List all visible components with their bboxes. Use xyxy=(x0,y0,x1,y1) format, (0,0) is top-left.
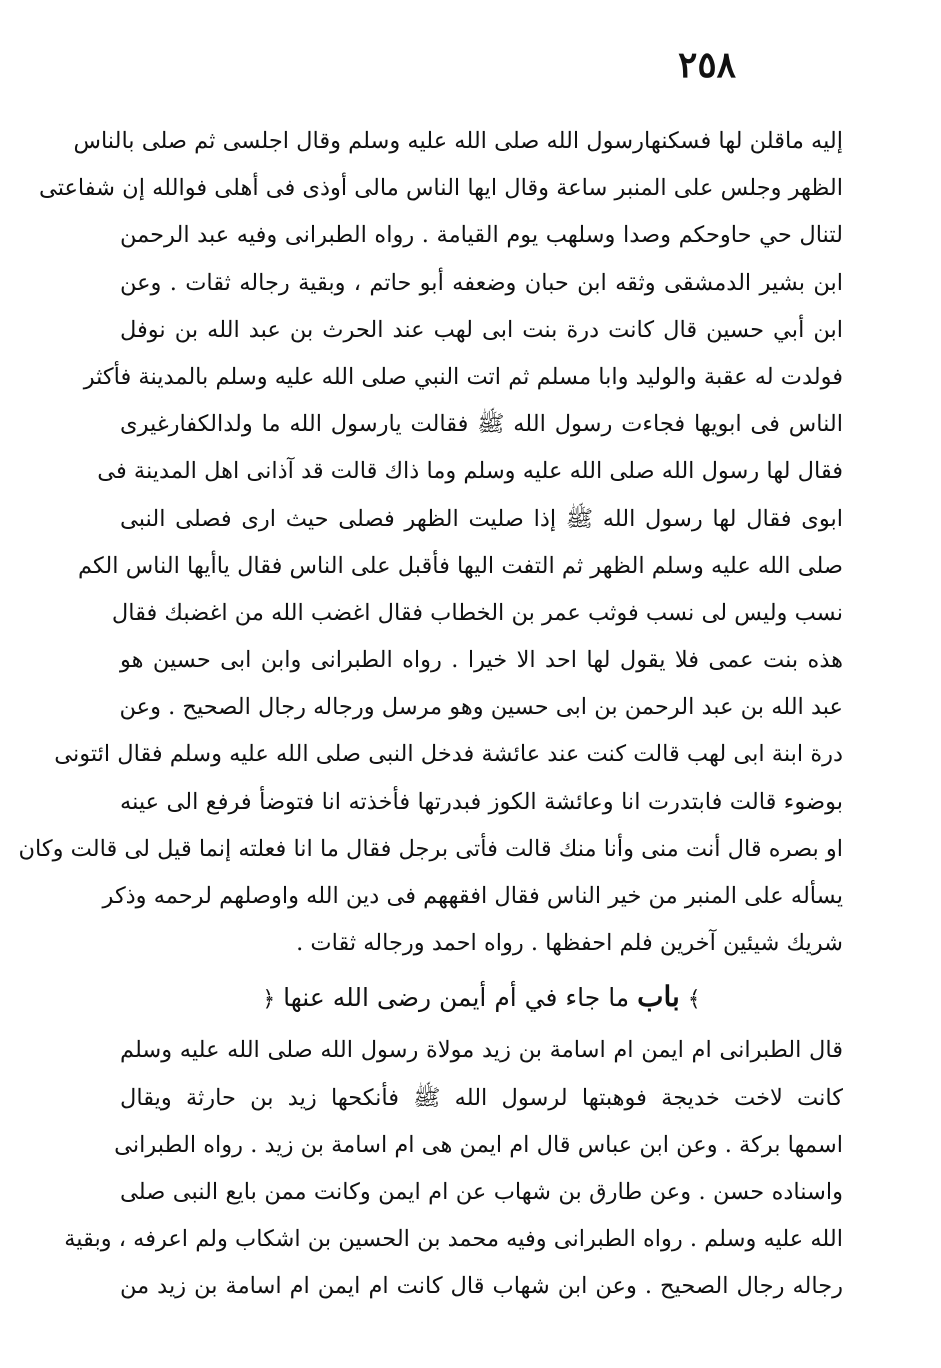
text-line: الله عليه وسلم . رواه الطبرانى وفيه محمد بن الحسين بن اشكاب ولم اعرفه ، وبقية xyxy=(64,1226,843,1253)
text-line: إليه ماقلن لها فسكنهارسول الله صلى الله عليه وسلم وقال اجلسى ثم صلى بالناس xyxy=(73,128,843,154)
text-line: شريك شيئين آخرين فلم احفظها . رواه احمد ورجاله ثقات . xyxy=(296,930,843,957)
text-line: ابوى فقال لها رسول الله ﷺ إذا صليت الظهر فصلى حيث ارى فصلى النبى xyxy=(120,505,843,532)
text-line: الناس فى ابويها فجاءت رسول الله ﷺ فقالت يارسول الله ما ولدالكفارغيرى xyxy=(120,411,843,438)
heading-title: ما جاء في أم أيمن رضى الله عنها xyxy=(283,983,630,1013)
text-line: نسب وليس لى نسب فوثب عمر بن الخطاب فقال اغضب الله من اغضبك فقال xyxy=(111,599,843,626)
paragraph-hadith-durra xyxy=(18,118,843,967)
text-line: اسمها بركة . وعن ابن عباس قال ام ايمن هى ام اسامة بن زيد . رواه الطبرانى xyxy=(114,1131,843,1158)
heading-bab-label: باب xyxy=(637,980,680,1014)
paragraph-umm-ayman xyxy=(64,1027,843,1310)
text-line: عبد الله بن عبد الرحمن بن ابى حسين وهو مرسل ورجاله رجال الصحيح . وعن xyxy=(119,694,843,721)
text-line: فقال لها رسول الله صلى الله عليه وسلم وما ذاك قالت قد آذانى اهل المدينة فى xyxy=(97,458,843,485)
text-line: درة ابنة ابى لهب قالت كنت عند عائشة فدخل النبى صلى الله عليه وسلم فقال ائتونى xyxy=(54,741,843,768)
page-body xyxy=(18,118,843,1311)
text-line: ابن بشير الدمشقى وثقه ابن حبان وضعفه أبو حاتم ، وبقية رجاله ثقات . وعن xyxy=(120,269,843,296)
text-line: واسناده حسن . وعن طارق بن شهاب عن ام ايمن وكانت ممن بايع النبى صلى xyxy=(120,1178,843,1205)
text-line: قال الطبرانى ام ايمن ام اسامة بن زيد مولاة رسول الله صلى الله عليه وسلم xyxy=(120,1037,843,1064)
heading-ornament-left: ﴿ xyxy=(262,987,276,1013)
heading-ornament-right: ﴾ xyxy=(687,987,701,1013)
text-line: بوضوء قالت فابتدرت انا وعائشة الكوز فبدرتها فأخذته انا فتوضأ فرفع الى عينه xyxy=(120,788,843,815)
text-line: رجاله رجال الصحيح . وعن ابن شهاب قال كانت ام ايمن ام اسامة بن زيد من xyxy=(120,1273,843,1300)
page-number: ٢٥٨ xyxy=(677,44,736,86)
text-line: فولدت له عقبة والوليد وابا مسلم ثم اتت النبي صلى الله عليه وسلم بالمدينة فأكثر xyxy=(83,363,843,390)
text-line: كانت لاخت خديجة فوهبتها لرسول الله ﷺ فأنكحها زيد بن حارثة ويقال xyxy=(120,1084,843,1111)
text-line: هذه بنت عمى فلا يقول لها احد الا خيرا . رواه الطبرانى وابن ابى حسين هو xyxy=(120,647,843,674)
text-line: صلى الله عليه وسلم الظهر ثم التفت اليها فأقبل على الناس فقال ياأيها الناس الكم xyxy=(78,552,843,579)
section-heading xyxy=(120,967,843,1027)
text-line: او بصره قال أنت منى وأنا منك قالت فأتى برجل فقال ما انا فعلته إنما قيل لى قالت وكان xyxy=(18,835,843,862)
text-line: يسأله على المنبر من خير الناس فقال افقههم فى دين الله واوصلهم لرحمه وذكر xyxy=(102,883,843,909)
text-line: ابن أبي حسين قال كانت درة بنت ابى لهب عند الحرث بن عبد الله بن نوفل xyxy=(120,316,843,343)
text-line: الظهر وجلس على المنبر ساعة وقال ايها الناس مالى أوذى فى أهلى فوالله إن شفاعتى xyxy=(38,175,843,202)
text-line: لتنال حي حاوحكم وصدا وسلهب يوم القيامة . رواه الطبرانى وفيه عبد الرحمن xyxy=(120,222,843,249)
